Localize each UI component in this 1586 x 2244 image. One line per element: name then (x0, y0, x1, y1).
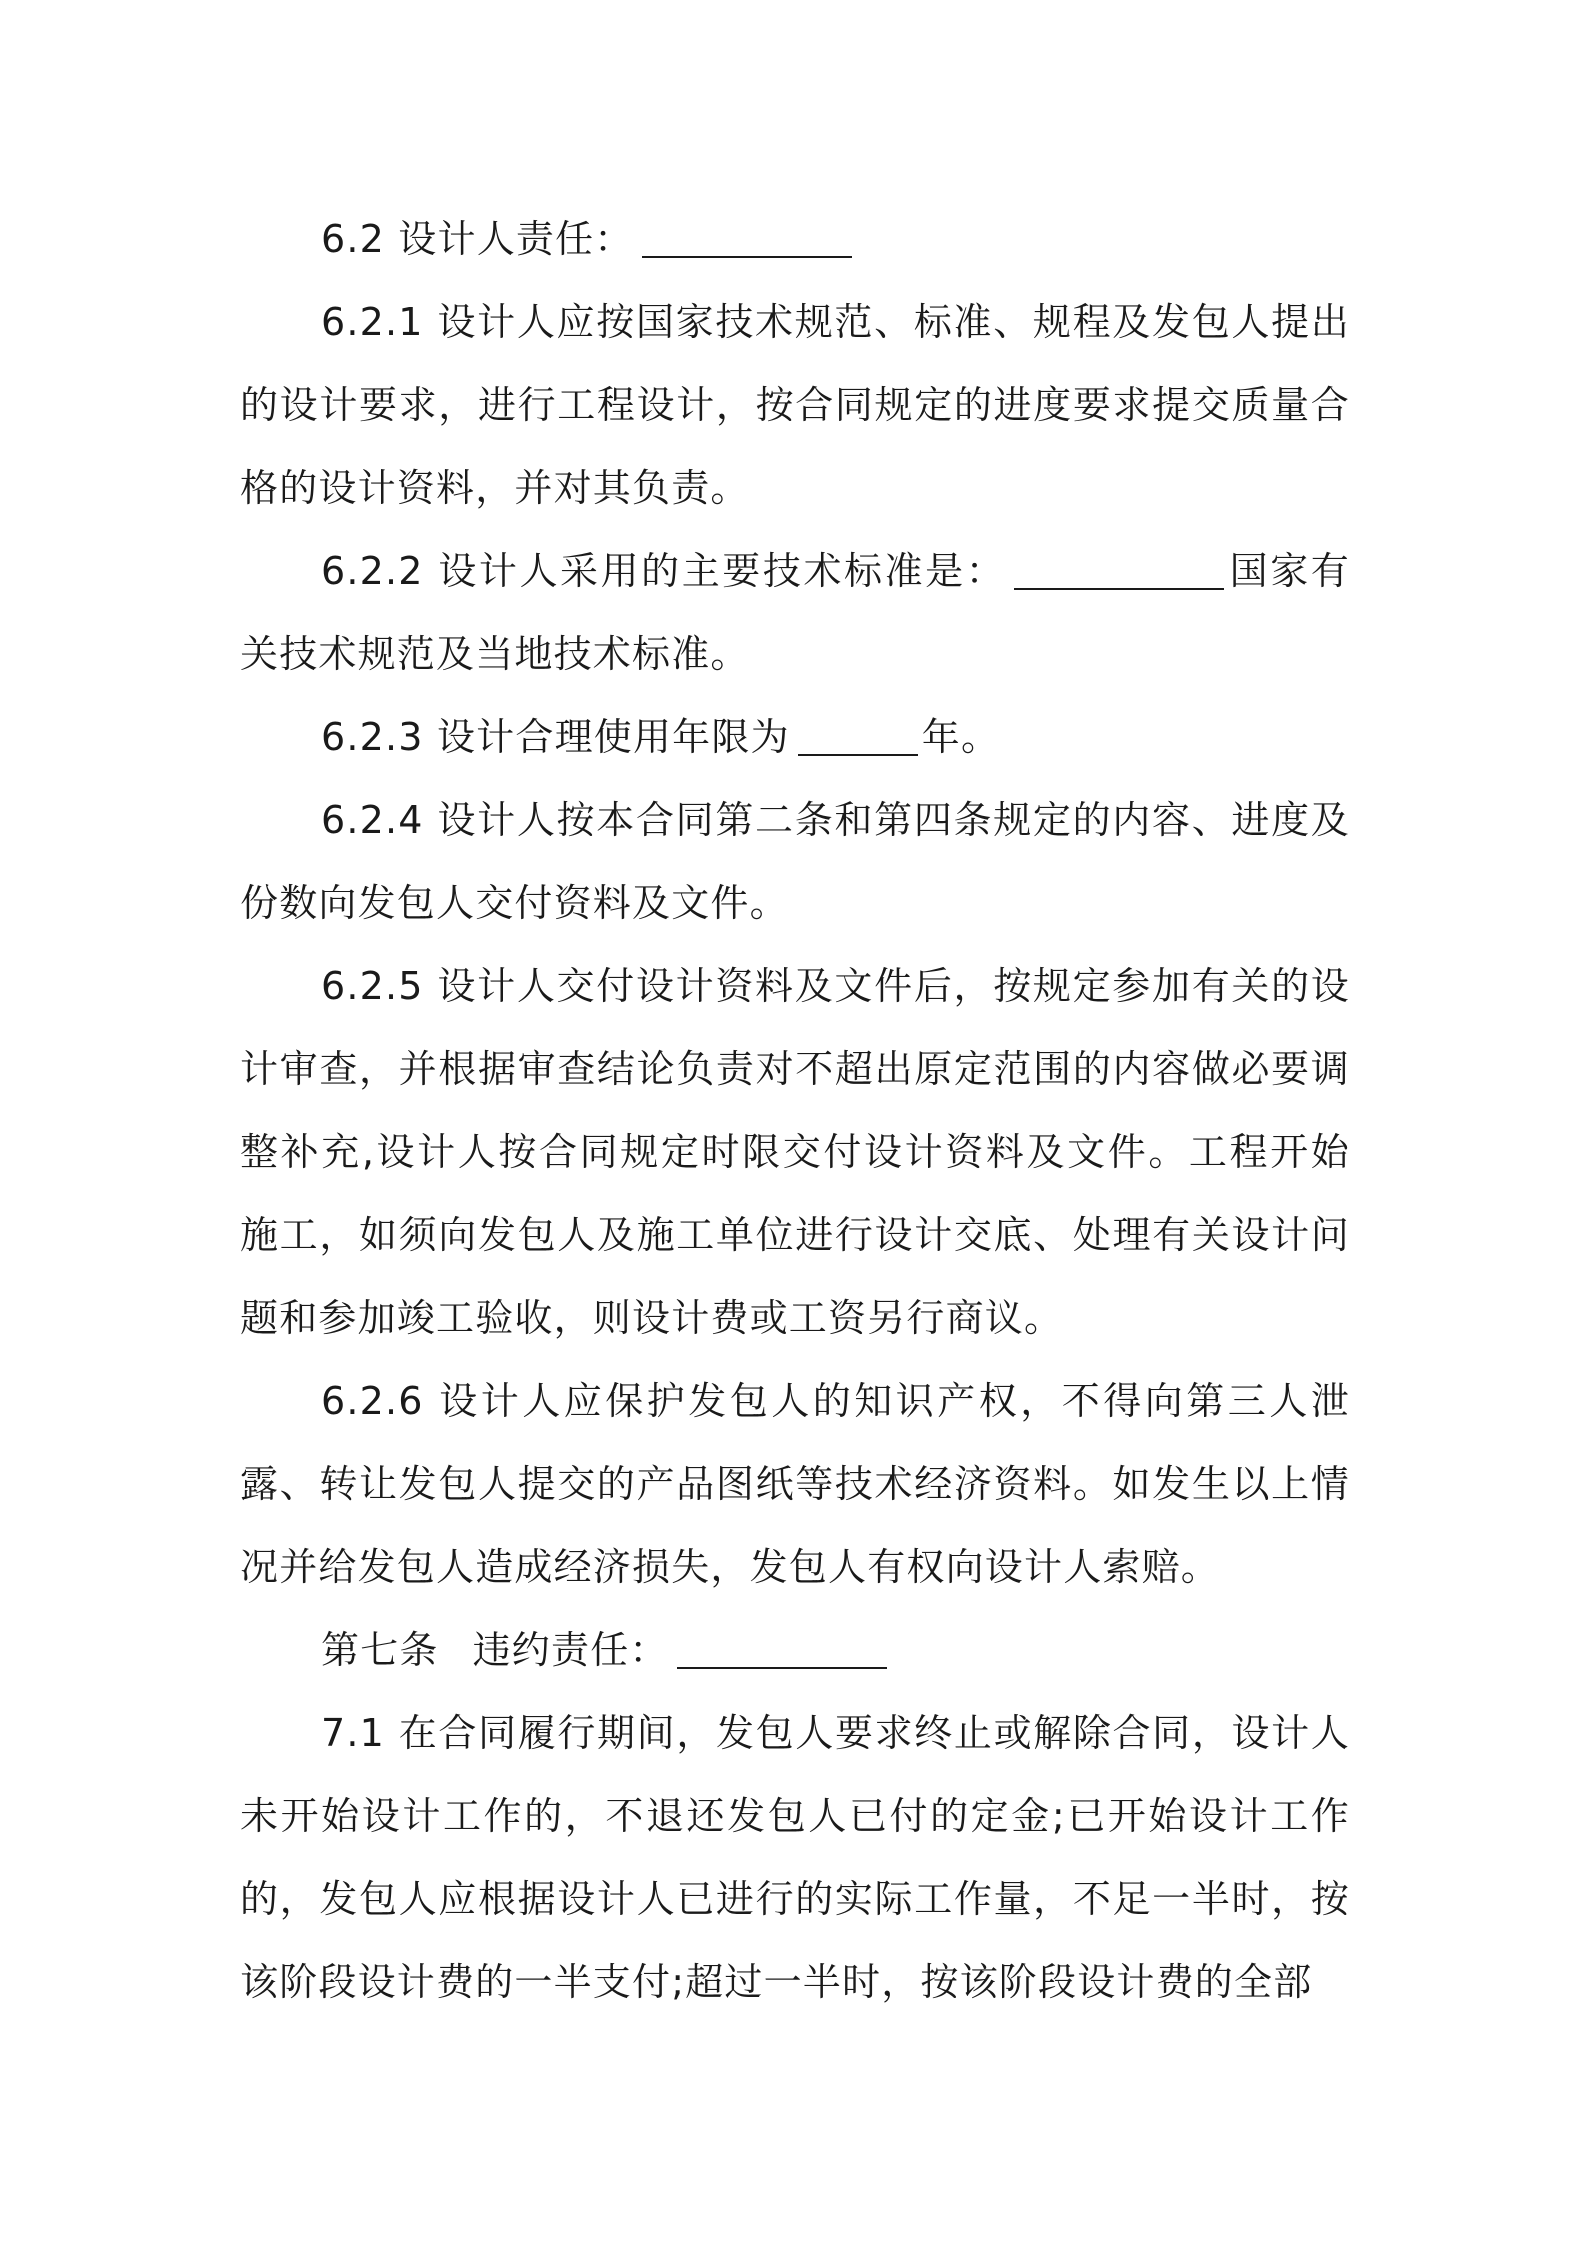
clause-text: 6.2.6 设计人应保护发包人的知识产权，不得向第三人泄露、转让发包人提交的产品图纸等技术经济资料。如发生以上情况并给发包人造成经济损失，发包人有权向设计人索赔。 (240, 1379, 1350, 1589)
clause-text: 7.1 在合同履行期间，发包人要求终止或解除合同，设计人未开始设计工作的，不退还发包人已付的定金;已开始设计工作的，发包人应根据设计人已进行的实际工作量，不足一半时，按该阶段设计费的一半支付;超过一半时，按该阶段设计费的全部 (240, 1711, 1350, 2004)
clause-6-2-1 (240, 281, 1350, 530)
fill-in-blank[interactable] (677, 1627, 887, 1669)
clause-text: 6.2.1 设计人应按国家技术规范、标准、规程及发包人提出的设计要求，进行工程设计，按合同规定的进度要求提交质量合格的设计资料，并对其负责。 (240, 300, 1350, 510)
article-7-heading (240, 1609, 1350, 1692)
clause-6-2-4 (240, 779, 1350, 945)
clause-text: 6.2.5 设计人交付设计资料及文件后，按规定参加有关的设计审查，并根据审查结论负责对不超出原定范围的内容做必要调整补充,设计人按合同规定时限交付设计资料及文件。工程开始施工，如须向发包人及施工单位进行设计交底、处理有关设计问题和参加竣工验收，则设计费或工资另行商议。 (240, 964, 1350, 1340)
article-title: 违约责任： (472, 1628, 669, 1672)
fill-in-blank[interactable] (798, 714, 918, 756)
clause-text: 6.2.2 设计人采用的主要技术标准是： (321, 549, 1007, 593)
clause-7-1 (240, 1692, 1350, 2024)
fill-in-blank[interactable] (642, 216, 852, 258)
clause-6-2-2 (240, 530, 1350, 696)
clause-6-2-6 (240, 1360, 1350, 1609)
clause-text: 6.2.4 设计人按本合同第二条和第四条规定的内容、进度及份数向发包人交付资料及文件。 (240, 798, 1350, 925)
fill-in-blank[interactable] (1014, 548, 1224, 590)
clause-text-after: 国家有关技术规范及当地技术标准。 (240, 549, 1350, 676)
clause-text-after: 年。 (921, 715, 1001, 759)
clause-text: 6.2 设计人责任： (321, 217, 634, 261)
clause-text: 6.2.3 设计合理使用年限为 (321, 715, 790, 759)
clause-6-2 (240, 198, 1350, 281)
document-body (240, 198, 1350, 2024)
article-number: 第七条 (321, 1628, 439, 1672)
clause-6-2-5 (240, 945, 1350, 1360)
clause-6-2-3 (240, 696, 1350, 779)
